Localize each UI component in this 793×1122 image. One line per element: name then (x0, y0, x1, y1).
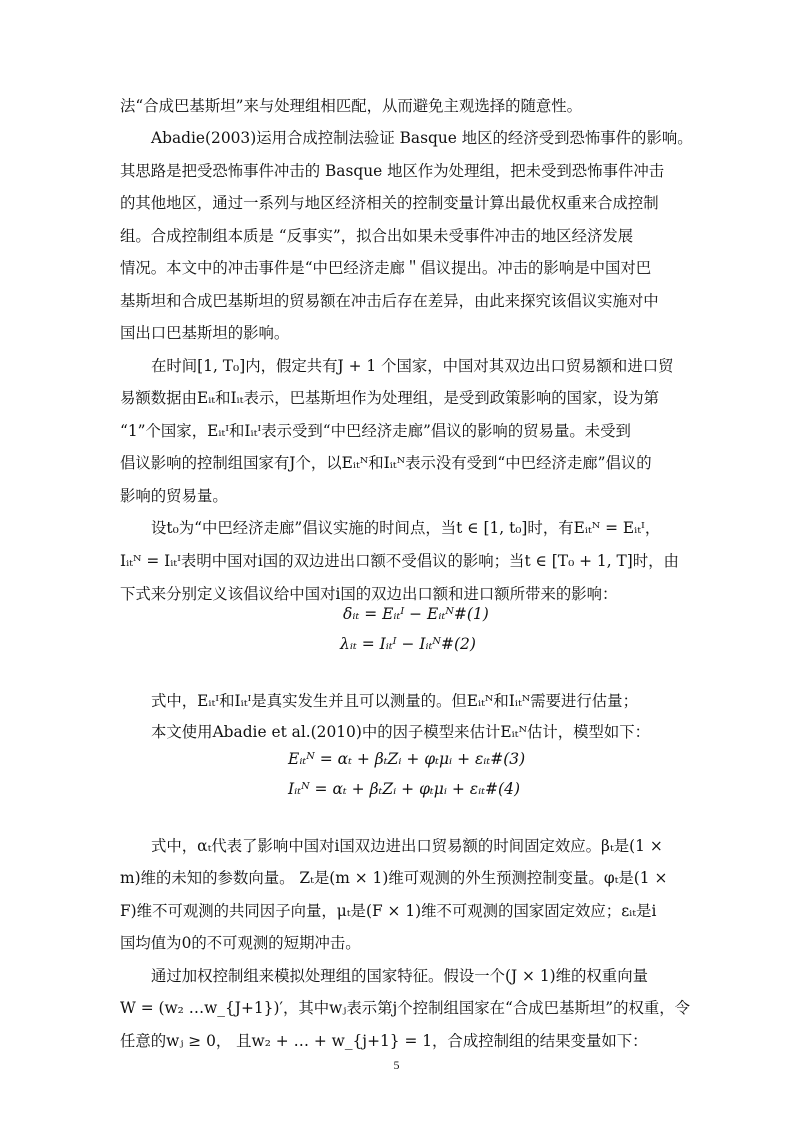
para3-line5: 影响的贸易量。 (120, 487, 228, 505)
para5-line1: 式中，Eᵢₜᴵ和Iᵢₜᴵ是真实发生并且可以测量的。但Eᵢₜᴺ和Iᵢₜᴺ需要进行估量； (151, 692, 638, 710)
para6-line2: m)维的未知的参数向量。 Zₜ是(m × 1)维可观测的外生预测控制变量。φₜ是(1 × (120, 869, 668, 887)
para2-line7: 国出口巴基斯坦的影响。 (120, 324, 290, 342)
para4-line3: 下式来分别定义该倡议给中国对i国的双边出口额和进口额所带来的影响： (120, 585, 618, 603)
para6-line4: 国均值为0的不可观测的短期冲击。 (120, 934, 361, 952)
para7-line3: 任意的wⱼ ≥ 0， 且w₂ + … + w_{j+1} = 1，合成控制组的结果变量如下： (120, 1032, 648, 1050)
para2-line4: 组。合成控制组本质是 “反事实”，拟合出如果未受事件冲击的地区经济发展 (120, 227, 634, 245)
para3-line1: 在时间[1, T₀]内，假定共有J + 1 个国家，中国对其双边出口贸易额和进口贸 (151, 357, 674, 375)
para1-line1: 法“合成巴基斯坦”来与处理组相匹配，从而避免主观选择的随意性。 (120, 97, 583, 115)
para2-line6: 基斯坦和合成巴基斯坦的贸易额在冲击后存在差异，由此来探究该倡议实施对中 (120, 292, 659, 310)
para2-line1: Abadie(2003)运用合成控制法验证 Basque 地区的经济受到恐怖事件的影响。 (151, 129, 693, 147)
equation-4: Iᵢₜᴺ = αₜ + βₜZᵢ + φₜμᵢ + εᵢₜ#(4) (288, 780, 520, 798)
para7-line2: W = (w₂ …w_{J+1})′，其中wⱼ表示第j个控制组国家在“合成巴基斯坦”的权重，令 (120, 999, 691, 1017)
equation-1: δᵢₜ = Eᵢₜᴵ − Eᵢₜᴺ#(1) (343, 605, 489, 623)
para2-line5: 情况。本文中的冲击事件是“中巴经济走廊＂倡议提出。冲击的影响是中国对巴 (120, 259, 652, 277)
para3-line4: 倡议影响的控制组国家有J个，以Eᵢₜᴺ和Iᵢₜᴺ表示没有受到“中巴经济走廊”倡议的 (120, 454, 652, 472)
para5-line2: 本文使用Abadie et al.(2010)中的因子模型来估计Eᵢₜᴺ估计，模型如下： (151, 723, 651, 741)
para2-line2: 其思路是把受恐怖事件冲击的 Basque 地区作为处理组，把未受到恐怖事件冲击 (120, 162, 665, 180)
para6-line3: F)维不可观测的共同因子向量，μₜ是(F × 1)维不可观测的国家固定效应；εᵢₜ是i (120, 902, 657, 920)
equation-2: λᵢₜ = Iᵢₜᴵ − Iᵢₜᴺ#(2) (340, 635, 476, 653)
para3-line2: 易额数据由Eᵢₜ和Iᵢₜ表示，巴基斯坦作为处理组，是受到政策影响的国家，设为第 (120, 389, 659, 407)
page-number: 5 (393, 1058, 400, 1072)
para3-line3: “1”个国家，Eᵢₜᴵ和Iᵢₜᴵ表示受到“中巴经济走廊”倡议的影响的贸易量。未受到 (120, 422, 631, 440)
para6-line1: 式中，αₜ代表了影响中国对i国双边进出口贸易额的时间固定效应。βₜ是(1 × (151, 837, 663, 855)
equation-3: Eᵢₜᴺ = αₜ + βₜZᵢ + φₜμᵢ + εᵢₜ#(3) (288, 750, 526, 768)
para2-line3: 的其他地区，通过一系列与地区经济相关的控制变量计算出最优权重来合成控制 (120, 194, 659, 212)
para4-line2: Iᵢₜᴺ = Iᵢₜᴵ表明中国对i国的双边进出口额不受倡议的影响；当t ∈ [T₀ + 1, T]时，由 (120, 552, 679, 570)
para4-line1: 设t₀为“中巴经济走廊”倡议实施的时间点，当t ∈ [1, t₀]时，有Eᵢₜᴺ = Eᵢₜᴵ， (151, 519, 661, 537)
para7-line1: 通过加权控制组来模拟处理组的国家特征。假设一个(J × 1)维的权重向量 (151, 967, 648, 985)
